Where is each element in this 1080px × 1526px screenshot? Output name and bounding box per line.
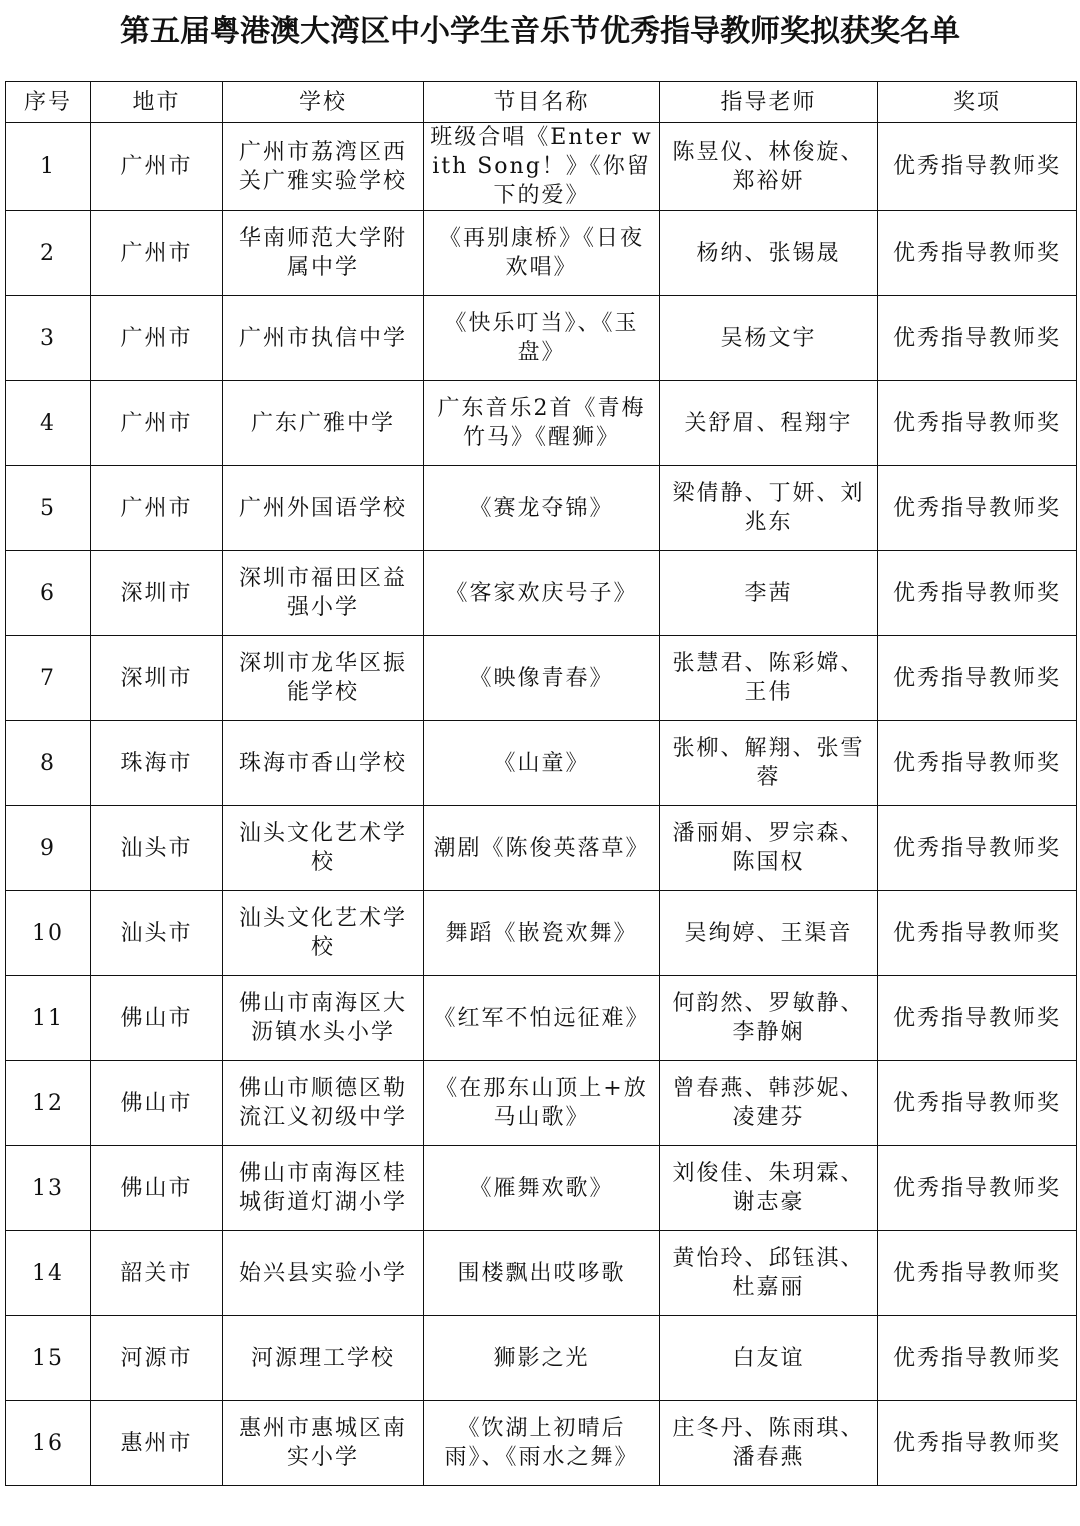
cell-city: 深圳市	[91, 551, 223, 636]
cell-program: 舞蹈《嵌瓷欢舞》	[424, 891, 660, 976]
cell-no: 6	[6, 551, 91, 636]
cell-award: 优秀指导教师奖	[878, 636, 1077, 721]
award-table	[5, 81, 1077, 1486]
cell-award: 优秀指导教师奖	[878, 551, 1077, 636]
table-row	[6, 1401, 1077, 1486]
cell-program: 《映像青春》	[424, 636, 660, 721]
cell-teachers: 张慧君、陈彩嫦、王伟	[660, 636, 878, 721]
header-city: 地市	[91, 82, 223, 123]
table-row	[6, 976, 1077, 1061]
table-row	[6, 466, 1077, 551]
cell-no: 11	[6, 976, 91, 1061]
cell-school: 广州外国语学校	[223, 466, 424, 551]
cell-school: 惠州市惠城区南实小学	[223, 1401, 424, 1486]
cell-school: 汕头文化艺术学校	[223, 891, 424, 976]
cell-school: 深圳市福田区益强小学	[223, 551, 424, 636]
cell-city: 广州市	[91, 296, 223, 381]
cell-city: 惠州市	[91, 1401, 223, 1486]
cell-teachers: 曾春燕、韩莎妮、凌建芬	[660, 1061, 878, 1146]
cell-no: 3	[6, 296, 91, 381]
cell-city: 佛山市	[91, 1146, 223, 1231]
table-row	[6, 1061, 1077, 1146]
cell-city: 河源市	[91, 1316, 223, 1401]
cell-teachers: 李茜	[660, 551, 878, 636]
cell-school: 广州市执信中学	[223, 296, 424, 381]
cell-program: 《赛龙夺锦》	[424, 466, 660, 551]
cell-teachers: 庄冬丹、陈雨琪、潘春燕	[660, 1401, 878, 1486]
cell-program: 《饮湖上初晴后雨》、《雨水之舞》	[424, 1401, 660, 1486]
cell-school: 佛山市南海区大沥镇水头小学	[223, 976, 424, 1061]
cell-teachers: 关舒眉、程翔宇	[660, 381, 878, 466]
cell-no: 4	[6, 381, 91, 466]
cell-no: 12	[6, 1061, 91, 1146]
table-row	[6, 381, 1077, 466]
cell-school: 华南师范大学附属中学	[223, 211, 424, 296]
cell-award: 优秀指导教师奖	[878, 721, 1077, 806]
cell-program: 《再别康桥》《日夜欢唱》	[424, 211, 660, 296]
cell-school: 佛山市顺德区勒流江义初级中学	[223, 1061, 424, 1146]
cell-teachers: 陈昱仪、林俊旋、郑裕妍	[660, 123, 878, 211]
cell-no: 13	[6, 1146, 91, 1231]
cell-award: 优秀指导教师奖	[878, 211, 1077, 296]
table-row	[6, 721, 1077, 806]
header-no: 序号	[6, 82, 91, 123]
cell-city: 广州市	[91, 381, 223, 466]
table-row	[6, 551, 1077, 636]
header-teachers: 指导老师	[660, 82, 878, 123]
cell-school: 广东广雅中学	[223, 381, 424, 466]
cell-award: 优秀指导教师奖	[878, 381, 1077, 466]
cell-no: 8	[6, 721, 91, 806]
cell-teachers: 黄怡玲、邱钰淇、杜嘉丽	[660, 1231, 878, 1316]
cell-school: 始兴县实验小学	[223, 1231, 424, 1316]
cell-school: 珠海市香山学校	[223, 721, 424, 806]
cell-city: 汕头市	[91, 806, 223, 891]
document-title: 第五届粤港澳大湾区中小学生音乐节优秀指导教师奖拟获奖名单	[120, 14, 960, 49]
cell-program: 狮影之光	[424, 1316, 660, 1401]
cell-program: 《客家欢庆号子》	[424, 551, 660, 636]
cell-no: 15	[6, 1316, 91, 1401]
cell-award: 优秀指导教师奖	[878, 1401, 1077, 1486]
cell-award: 优秀指导教师奖	[878, 1061, 1077, 1146]
header-program: 节目名称	[424, 82, 660, 123]
cell-award: 优秀指导教师奖	[878, 296, 1077, 381]
cell-award: 优秀指导教师奖	[878, 466, 1077, 551]
table-row	[6, 1146, 1077, 1231]
table-row	[6, 1231, 1077, 1316]
cell-program: 广东音乐2首《青梅竹马》《醒狮》	[424, 381, 660, 466]
cell-city: 佛山市	[91, 976, 223, 1061]
cell-award: 优秀指导教师奖	[878, 1146, 1077, 1231]
table-row	[6, 891, 1077, 976]
cell-city: 珠海市	[91, 721, 223, 806]
cell-no: 1	[6, 123, 91, 211]
cell-program: 《雁舞欢歌》	[424, 1146, 660, 1231]
cell-award: 优秀指导教师奖	[878, 1231, 1077, 1316]
cell-school: 佛山市南海区桂城街道灯湖小学	[223, 1146, 424, 1231]
cell-no: 5	[6, 466, 91, 551]
table-row	[6, 636, 1077, 721]
cell-no: 10	[6, 891, 91, 976]
cell-city: 汕头市	[91, 891, 223, 976]
cell-program: 班级合唱《Enter with Song！》《你留下的爱》	[424, 123, 660, 211]
cell-program: 《红军不怕远征难》	[424, 976, 660, 1061]
cell-teachers: 杨纳、张锡晟	[660, 211, 878, 296]
table-header-row	[6, 82, 1077, 123]
cell-teachers: 梁倩静、丁妍、刘兆东	[660, 466, 878, 551]
cell-no: 16	[6, 1401, 91, 1486]
table-row	[6, 211, 1077, 296]
cell-city: 深圳市	[91, 636, 223, 721]
cell-program: 《山童》	[424, 721, 660, 806]
cell-program: 《在那东山顶上+放马山歌》	[424, 1061, 660, 1146]
header-school: 学校	[223, 82, 424, 123]
table-row	[6, 806, 1077, 891]
cell-no: 2	[6, 211, 91, 296]
cell-teachers: 张柳、解翔、张雪蓉	[660, 721, 878, 806]
cell-teachers: 白友谊	[660, 1316, 878, 1401]
cell-award: 优秀指导教师奖	[878, 891, 1077, 976]
header-award: 奖项	[878, 82, 1077, 123]
cell-school: 深圳市龙华区振能学校	[223, 636, 424, 721]
cell-award: 优秀指导教师奖	[878, 123, 1077, 211]
cell-teachers: 吴杨文宇	[660, 296, 878, 381]
cell-teachers: 潘丽娟、罗宗森、陈国权	[660, 806, 878, 891]
cell-school: 广州市荔湾区西关广雅实验学校	[223, 123, 424, 211]
cell-city: 韶关市	[91, 1231, 223, 1316]
table-row	[6, 123, 1077, 211]
cell-program: 围楼飘出哎哆歌	[424, 1231, 660, 1316]
table-row	[6, 1316, 1077, 1401]
cell-no: 14	[6, 1231, 91, 1316]
cell-teachers: 刘俊佳、朱玥霖、谢志豪	[660, 1146, 878, 1231]
cell-award: 优秀指导教师奖	[878, 806, 1077, 891]
cell-school: 河源理工学校	[223, 1316, 424, 1401]
cell-award: 优秀指导教师奖	[878, 1316, 1077, 1401]
table-body	[6, 123, 1077, 1486]
cell-city: 佛山市	[91, 1061, 223, 1146]
cell-city: 广州市	[91, 466, 223, 551]
cell-school: 汕头文化艺术学校	[223, 806, 424, 891]
cell-program: 《快乐叮当》、《玉盘》	[424, 296, 660, 381]
table-row	[6, 296, 1077, 381]
cell-city: 广州市	[91, 211, 223, 296]
cell-award: 优秀指导教师奖	[878, 976, 1077, 1061]
cell-teachers: 吴绚婷、王渠音	[660, 891, 878, 976]
cell-program: 潮剧《陈俊英落草》	[424, 806, 660, 891]
cell-no: 7	[6, 636, 91, 721]
cell-teachers: 何韵然、罗敏静、李静娴	[660, 976, 878, 1061]
cell-city: 广州市	[91, 123, 223, 211]
cell-no: 9	[6, 806, 91, 891]
